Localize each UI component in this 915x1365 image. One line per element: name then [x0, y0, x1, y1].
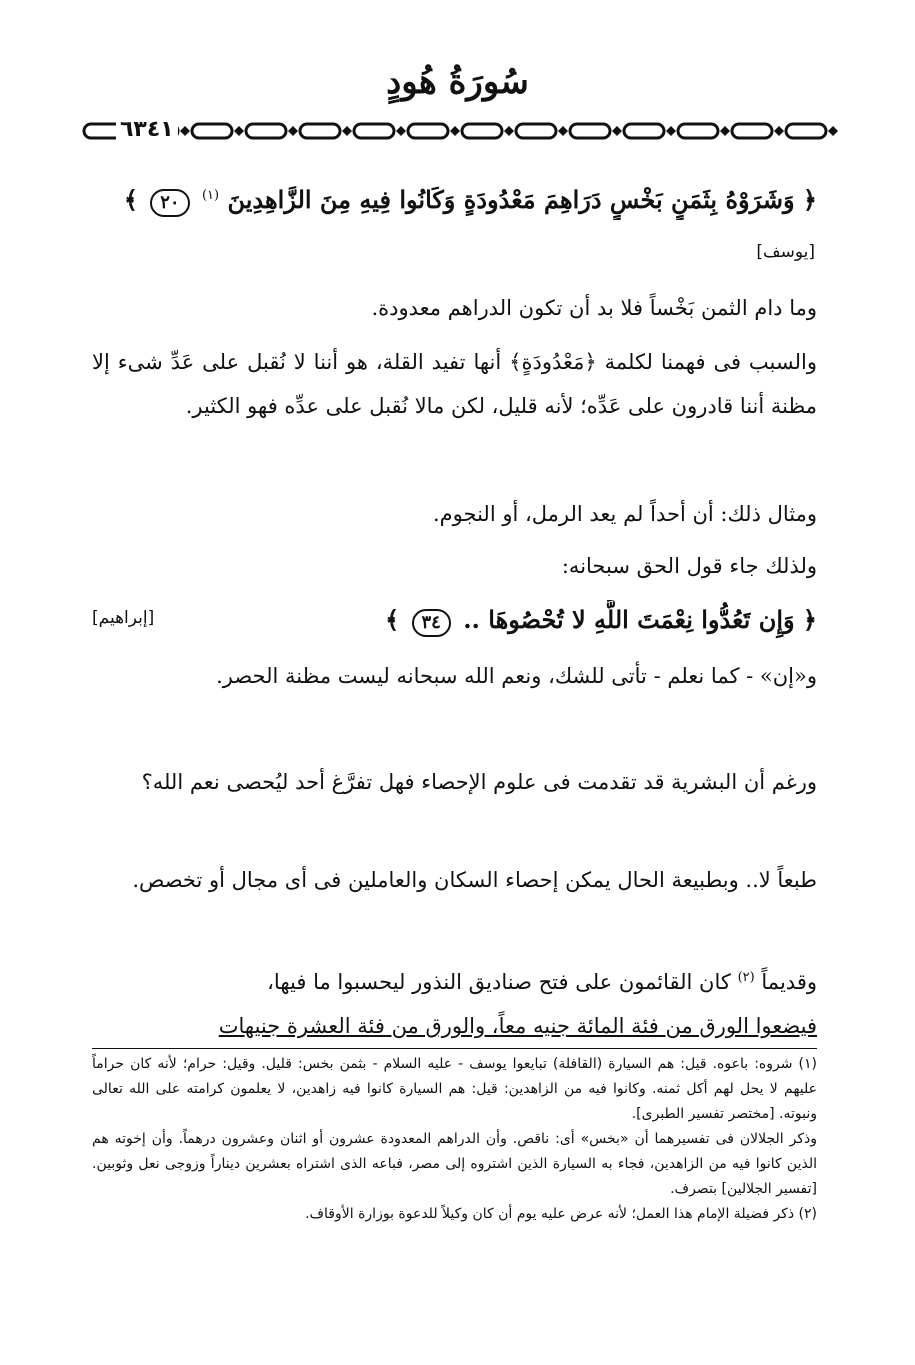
surah-title: سُورَةُ هُودٍ	[386, 62, 529, 102]
ornament-diamond	[180, 126, 190, 136]
ornament-link	[300, 124, 340, 138]
ornament-diamond	[558, 126, 568, 136]
ornament-link	[192, 124, 232, 138]
paragraph: والسبب فى فهمنا لكلمة ﴿مَعْدُودَةٍ﴾ أنها تفيد القلة، هو أننا لا نُقبل على عَدِّ شىء إلا مظنة أننا قادرون على عَدِّه؛ لأنه قليل، لكن مالا نُقبل على عدِّه فهو الكثير.	[92, 350, 817, 418]
footnote-marker: (١)	[201, 188, 220, 203]
ornament-link	[246, 124, 286, 138]
ornament-link	[570, 124, 610, 138]
ornament-link	[408, 124, 448, 138]
ornament-diamond	[720, 126, 730, 136]
ornament-link	[786, 124, 826, 138]
ornament-diamond	[504, 126, 514, 136]
paragraph: ولذلك جاء قول الحق سبحانه:	[561, 554, 817, 578]
ornament-link	[732, 124, 772, 138]
paragraph: ورغم أن البشرية قد تقدمت فى علوم الإحصاء فهل تفرَّغ أحد ليُحصى نعم الله؟	[141, 770, 817, 794]
paragraph: وما دام الثمن بَخْساً فلا بد أن تكون الدراهم معدودة.	[371, 296, 817, 320]
ornament-link	[678, 124, 718, 138]
ornament-diamond	[342, 126, 352, 136]
paragraph-text: كان القائمون على فتح صناديق النذور ليحسبوا ما فيها،	[267, 970, 731, 994]
ayah-number-badge: ٢٠	[150, 189, 189, 217]
footnote-1: (١) شروه: باعوه. قيل: هم السيارة (القافلة) تبايعوا يوسف - عليه السلام - بثمن بخس: قليل. وقيل: حرام؛ لأنه كان حراماً عليهم لا يحل لهم أكل ثمنه. وكانوا فيه من الزاهدين: قيل: هم السيارة كانوا فيه زاهدين، لا يعلمون كرامته على الله تعالى ونبوته. [مختصر تفسير الطبرى].	[92, 1056, 817, 1122]
ornament-diamond	[234, 126, 244, 136]
verse-source-label: [يوسف]	[756, 242, 815, 262]
quran-verse-yusuf	[92, 176, 817, 220]
verse-source-label: [إبراهيم]	[92, 608, 155, 628]
verse-close-bracket: ﴾	[123, 185, 138, 214]
verse-close-bracket: ﴾	[385, 605, 400, 634]
paragraph-text: وقديماً	[761, 970, 817, 994]
footnote-marker: (٢)	[737, 970, 755, 985]
quran-verse-ibrahim	[92, 600, 817, 640]
footnote-2: (٢) ذكر فضيلة الإمام هذا العمل؛ لأنه عرض عليه يوم أن كان وكيلاً للدعوة بوزارة الأوقاف.	[305, 1206, 817, 1222]
ornament-link	[462, 124, 502, 138]
ornament-link	[354, 124, 394, 138]
paragraph: و«إن» - كما نعلم - تأتى للشك، ونعم الله سبحانه ليست مظنة الحصر.	[216, 664, 817, 688]
verse-text: ﴿ وَإِن تَعُدُّوا نِعْمَتَ اللَّهِ لا تُحْصُوهَا ..	[463, 605, 817, 634]
header-ornament-border	[80, 112, 840, 150]
ornament-diamond	[450, 126, 460, 136]
ornament-link	[624, 124, 664, 138]
ornament-diamond	[288, 126, 298, 136]
paragraph: ومثال ذلك: أن أحداً لم يعد الرمل، أو النجوم.	[433, 502, 817, 526]
ornament-diamond	[828, 126, 838, 136]
footnote-divider	[92, 1048, 817, 1049]
ornament-diamond	[666, 126, 676, 136]
ayah-number-badge: ٣٤	[412, 609, 451, 637]
ornament-diamond	[612, 126, 622, 136]
paragraph-text: فيضعوا الورق من فئة المائة جنيه معاً، والورق من فئة العشرة جنيهات	[218, 1014, 817, 1038]
verse-text: ﴿ وَشَرَوْهُ بِثَمَنٍ بَخْسٍ دَرَاهِمَ مَعْدُودَةٍ وَكَانُوا فِيهِ مِنَ الزَّاهِدِينَ	[227, 185, 817, 214]
ornament-diamond	[396, 126, 406, 136]
footnotes	[92, 1052, 817, 1227]
paragraph	[92, 956, 817, 1048]
ornament-diamond	[774, 126, 784, 136]
page-number: ٦٣٤١	[116, 116, 178, 144]
ornament-link	[516, 124, 556, 138]
paragraph: طبعاً لا.. وبطبيعة الحال يمكن إحصاء السكان والعاملين فى أى مجال أو تخصص.	[132, 868, 817, 892]
footnote-1-continued: وذكر الجلالان فى تفسيرهما أن «بخس» أى: ناقص. وأن الدراهم المعدودة عشرون أو اثنان وعشرون درهماً. وأن إخوته هم الذين كانوا فيه من الزاهدين، فجاء به السيارة الذين اشتروه إلى مصر، فباعه الذى اشتراه بعشرين ديناراً وزوجى نعل وثوبين. [تفسير الجلالين] بتصرف.	[92, 1131, 817, 1197]
